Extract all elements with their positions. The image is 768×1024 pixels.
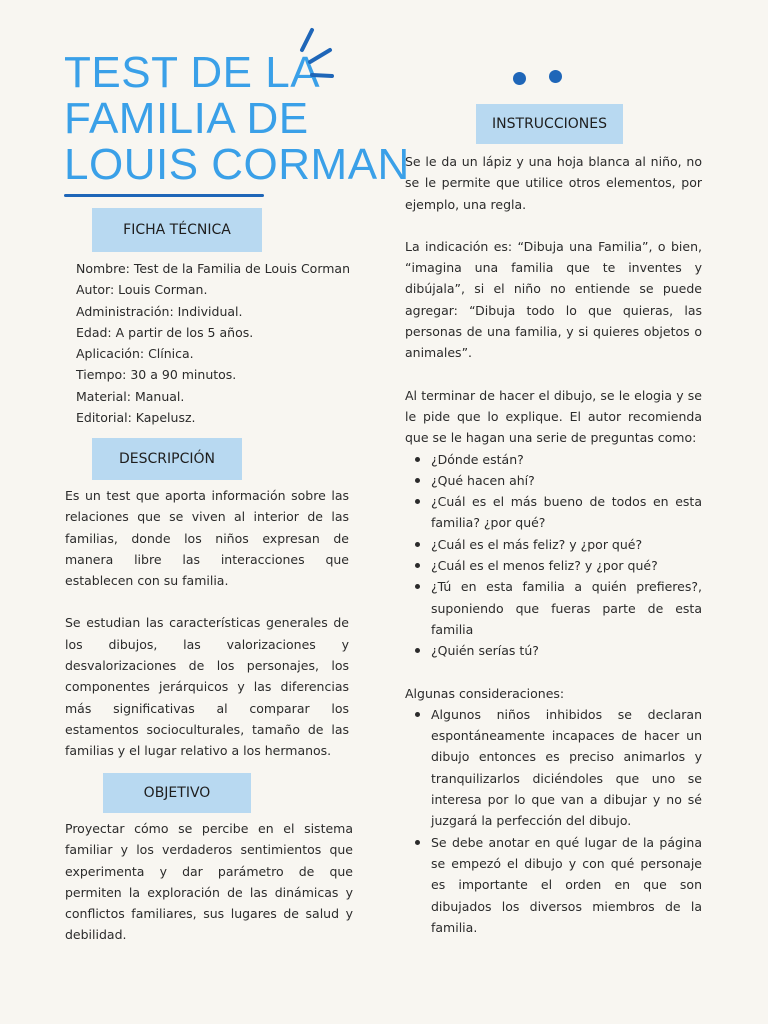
instrucciones-paragraph: Al terminar de hacer el dibujo, se le elogia y se le pide que lo explique. El autor recomienda que se le hagan una serie de preguntas como: [405, 387, 702, 446]
objetivo-text: Proyectar cómo se percibe en el sistema familiar y los verdaderos sentimientos que experimenta y dar parámetro de que permiten la exploración de las dinámicas y conflictos familiares, sus lugares de salud y debilidad. [65, 821, 353, 943]
title-underline [64, 194, 264, 197]
ficha-line: Tiempo: 30 a 90 minutos. [76, 367, 237, 383]
ficha-line: Administración: Individual. [76, 303, 243, 319]
list-item: ¿Dónde están? [431, 449, 702, 470]
title-line-3: LOUIS CORMAN [64, 140, 410, 189]
list-item: ¿Cuál es el más feliz? y ¿por qué? [431, 534, 702, 555]
ficha-tecnica-list [76, 258, 350, 428]
list-item: Se debe anotar en qué lugar de la página se empezó el dibujo y con qué personaje es importante el orden en que son dibujados los diversos miembros de la familia. [431, 832, 702, 938]
page-title [64, 48, 410, 189]
instrucciones-paragraph: La indicación es: “Dibuja una Familia”, o bien, “imagina una familia que te inventes y dibújala”, si el niño no entiende se puede agregar: “Dibuja todo lo que quieras, las personas de una familia, y si quieres objetos o animales”. [405, 238, 702, 361]
preguntas-list [405, 449, 702, 662]
list-item: ¿Tú en esta familia a quién prefieres?, suponiendo que fueras parte de esta familia [431, 576, 702, 640]
sparkle-lines-icon [296, 26, 340, 86]
title-line-2: FAMILIA DE [64, 94, 309, 143]
instrucciones-text [405, 151, 702, 938]
descripcion-paragraph: Es un test que aporta información sobre las relaciones que se viven al interior de las familias, donde los niños expresan de manera libre las interacciones que establecen con su familia. [65, 488, 349, 589]
consideraciones-intro: Algunas consideraciones: [405, 685, 565, 701]
instrucciones-label: INSTRUCCIONES [476, 104, 623, 144]
descripcion-label: DESCRIPCIÓN [92, 438, 242, 480]
instrucciones-paragraph: Se le da un lápiz y una hoja blanca al niño, no se le permite que utilice otros elementos, por ejemplo, una regla. [405, 154, 702, 212]
ficha-line: Material: Manual. [76, 388, 185, 404]
ficha-tecnica-label: FICHA TÉCNICA [92, 208, 262, 252]
list-item: ¿Quién serías tú? [431, 640, 702, 661]
list-item: ¿Cuál es el más bueno de todos en esta familia? ¿por qué? [431, 491, 702, 534]
ficha-line: Autor: Louis Corman. [76, 282, 208, 298]
list-item: Algunos niños inhibidos se declaran espontáneamente incapaces de hacer un dibujo entonces es preciso animarlos y tranquilizarlos diciéndoles que uno se interesa por lo que van a dibujar y no sé juzgará la perfección del dibujo. [431, 704, 702, 832]
list-item: ¿Cuál es el menos feliz? y ¿por qué? [431, 555, 702, 576]
descripcion-text [65, 485, 349, 762]
ficha-line: Nombre: Test de la Familia de Louis Corman [76, 261, 350, 276]
decorative-dot [549, 70, 562, 83]
consideraciones-list [405, 704, 702, 938]
list-item: ¿Qué hacen ahí? [431, 470, 702, 491]
ficha-line: Aplicación: Clínica. [76, 346, 194, 362]
title-line-1: TEST DE LA [64, 48, 321, 97]
objetivo-label: OBJETIVO [103, 773, 251, 813]
ficha-line: Editorial: Kapelusz. [76, 410, 196, 426]
decorative-dot [513, 72, 526, 85]
ficha-line: Edad: A partir de los 5 años. [76, 324, 254, 340]
descripcion-paragraph: Se estudian las características generales de los dibujos, las valorizaciones y desvalorizaciones de los personajes, los componentes jerárquicos y las diferencias más significativas al comparar los estamentos socioculturales, tamaño de las familias y el lugar relativo a los hermanos. [65, 615, 349, 759]
